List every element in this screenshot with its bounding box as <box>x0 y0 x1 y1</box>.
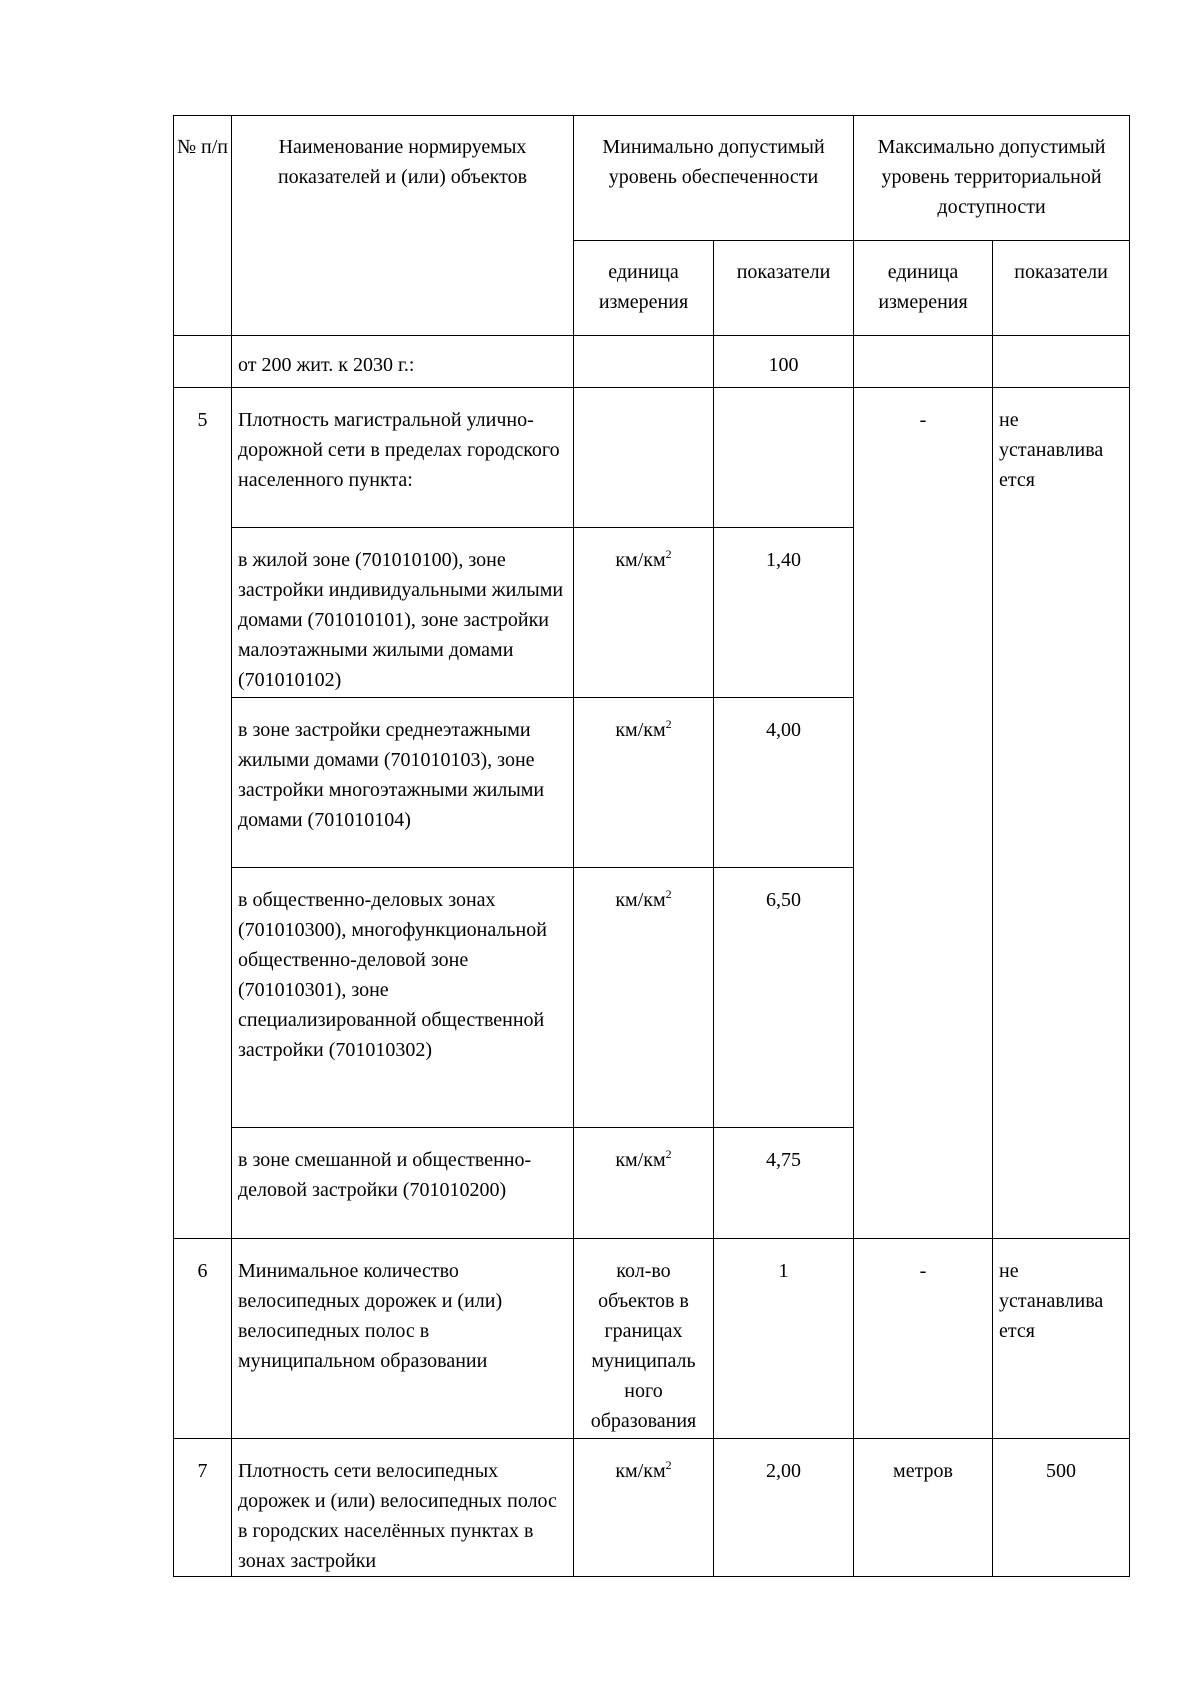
row7-value: 2,00 <box>714 1439 854 1577</box>
row5-sub2-value: 4,00 <box>714 698 854 868</box>
row-cont-name: от 200 жит. к 2030 г.: <box>232 336 574 388</box>
table-row <box>174 1439 1130 1577</box>
row6-max-unit: - <box>854 1239 993 1439</box>
table-row <box>174 1239 1130 1439</box>
row5-sub3-value: 6,50 <box>714 868 854 1128</box>
cell-unit-empty <box>574 336 714 388</box>
header-max-level: Максимально допустимый уровень территориальной доступности <box>854 116 1130 241</box>
row5-sub2-name: в зоне застройки среднеэтажными жилыми домами (701010103), зоне застройки многоэтажными жилыми домами (701010104) <box>232 698 574 868</box>
row7-max-unit: метров <box>854 1439 993 1577</box>
subheader-value-min: показатели <box>714 241 854 336</box>
header-min-level: Минимально допустимый уровень обеспеченности <box>574 116 854 241</box>
row5-sub1-name: в жилой зоне (701010100), зоне застройки индивидуальными жилыми домами (701010101), зоне застройки малоэтажными жилыми домами (701010102) <box>232 528 574 698</box>
header-row <box>174 116 1130 241</box>
row7-num: 7 <box>174 1439 232 1577</box>
subheader-unit-max: единица измерения <box>854 241 993 336</box>
row7-unit: $км/км^2$ <box>574 1439 714 1577</box>
row5-sub1-unit: $км/км^2$ <box>574 528 714 698</box>
row7-name: Плотность сети велосипедных дорожек и (или) велосипедных полос в городских населённых пунктах в зонах застройки <box>232 1439 574 1577</box>
row5-sub2-unit: $км/км^2$ <box>574 698 714 868</box>
row5-sub3-unit: $км/км^2$ <box>574 868 714 1128</box>
row5-sub4-name: в зоне смешанной и общественно-деловой застройки (701010200) <box>232 1128 574 1239</box>
row-cont-value: 100 <box>714 336 854 388</box>
row6-num: 6 <box>174 1239 232 1439</box>
row5-sub4-value: 4,75 <box>714 1128 854 1239</box>
row5-sub4-unit: $км/км^2$ <box>574 1128 714 1239</box>
row5-sub1-value: 1,40 <box>714 528 854 698</box>
cell-max-value-empty <box>993 336 1130 388</box>
row5-max-value: не устанавлива ется <box>993 388 1130 1239</box>
header-num: № п/п <box>174 116 232 336</box>
header-name: Наименование нормируемых показателей и (или) объектов <box>232 116 574 336</box>
row6-name: Минимальное количество велосипедных дорожек и (или) велосипедных полос в муниципальном образовании <box>232 1239 574 1439</box>
row6-max-value: не устанавлива ется <box>993 1239 1130 1439</box>
row5-name: Плотность магистральной улично-дорожной сети в пределах городского населенного пункта: <box>232 388 574 528</box>
subheader-value-max: показатели <box>993 241 1130 336</box>
row5-num: 5 <box>174 388 232 1239</box>
row7-max-value: 500 <box>993 1439 1130 1577</box>
row6-value: 1 <box>714 1239 854 1439</box>
row5-sub3-name: в общественно-деловых зонах (701010300), многофункциональной общественно-деловой зоне (701010301), зоне специализированной общественной застройки (701010302) <box>232 868 574 1128</box>
subheader-unit-min: единица измерения <box>574 241 714 336</box>
cell-unit-empty <box>574 388 714 528</box>
cell-value-empty <box>714 388 854 528</box>
row5-max-unit: - <box>854 388 993 1239</box>
table-row <box>174 388 1130 528</box>
norms-table <box>173 115 1130 1577</box>
cell-max-unit-empty <box>854 336 993 388</box>
cell-num-empty <box>174 336 232 388</box>
table-row <box>174 336 1130 388</box>
row6-unit: кол-во объектов в границах муниципаль ного образования <box>574 1239 714 1439</box>
